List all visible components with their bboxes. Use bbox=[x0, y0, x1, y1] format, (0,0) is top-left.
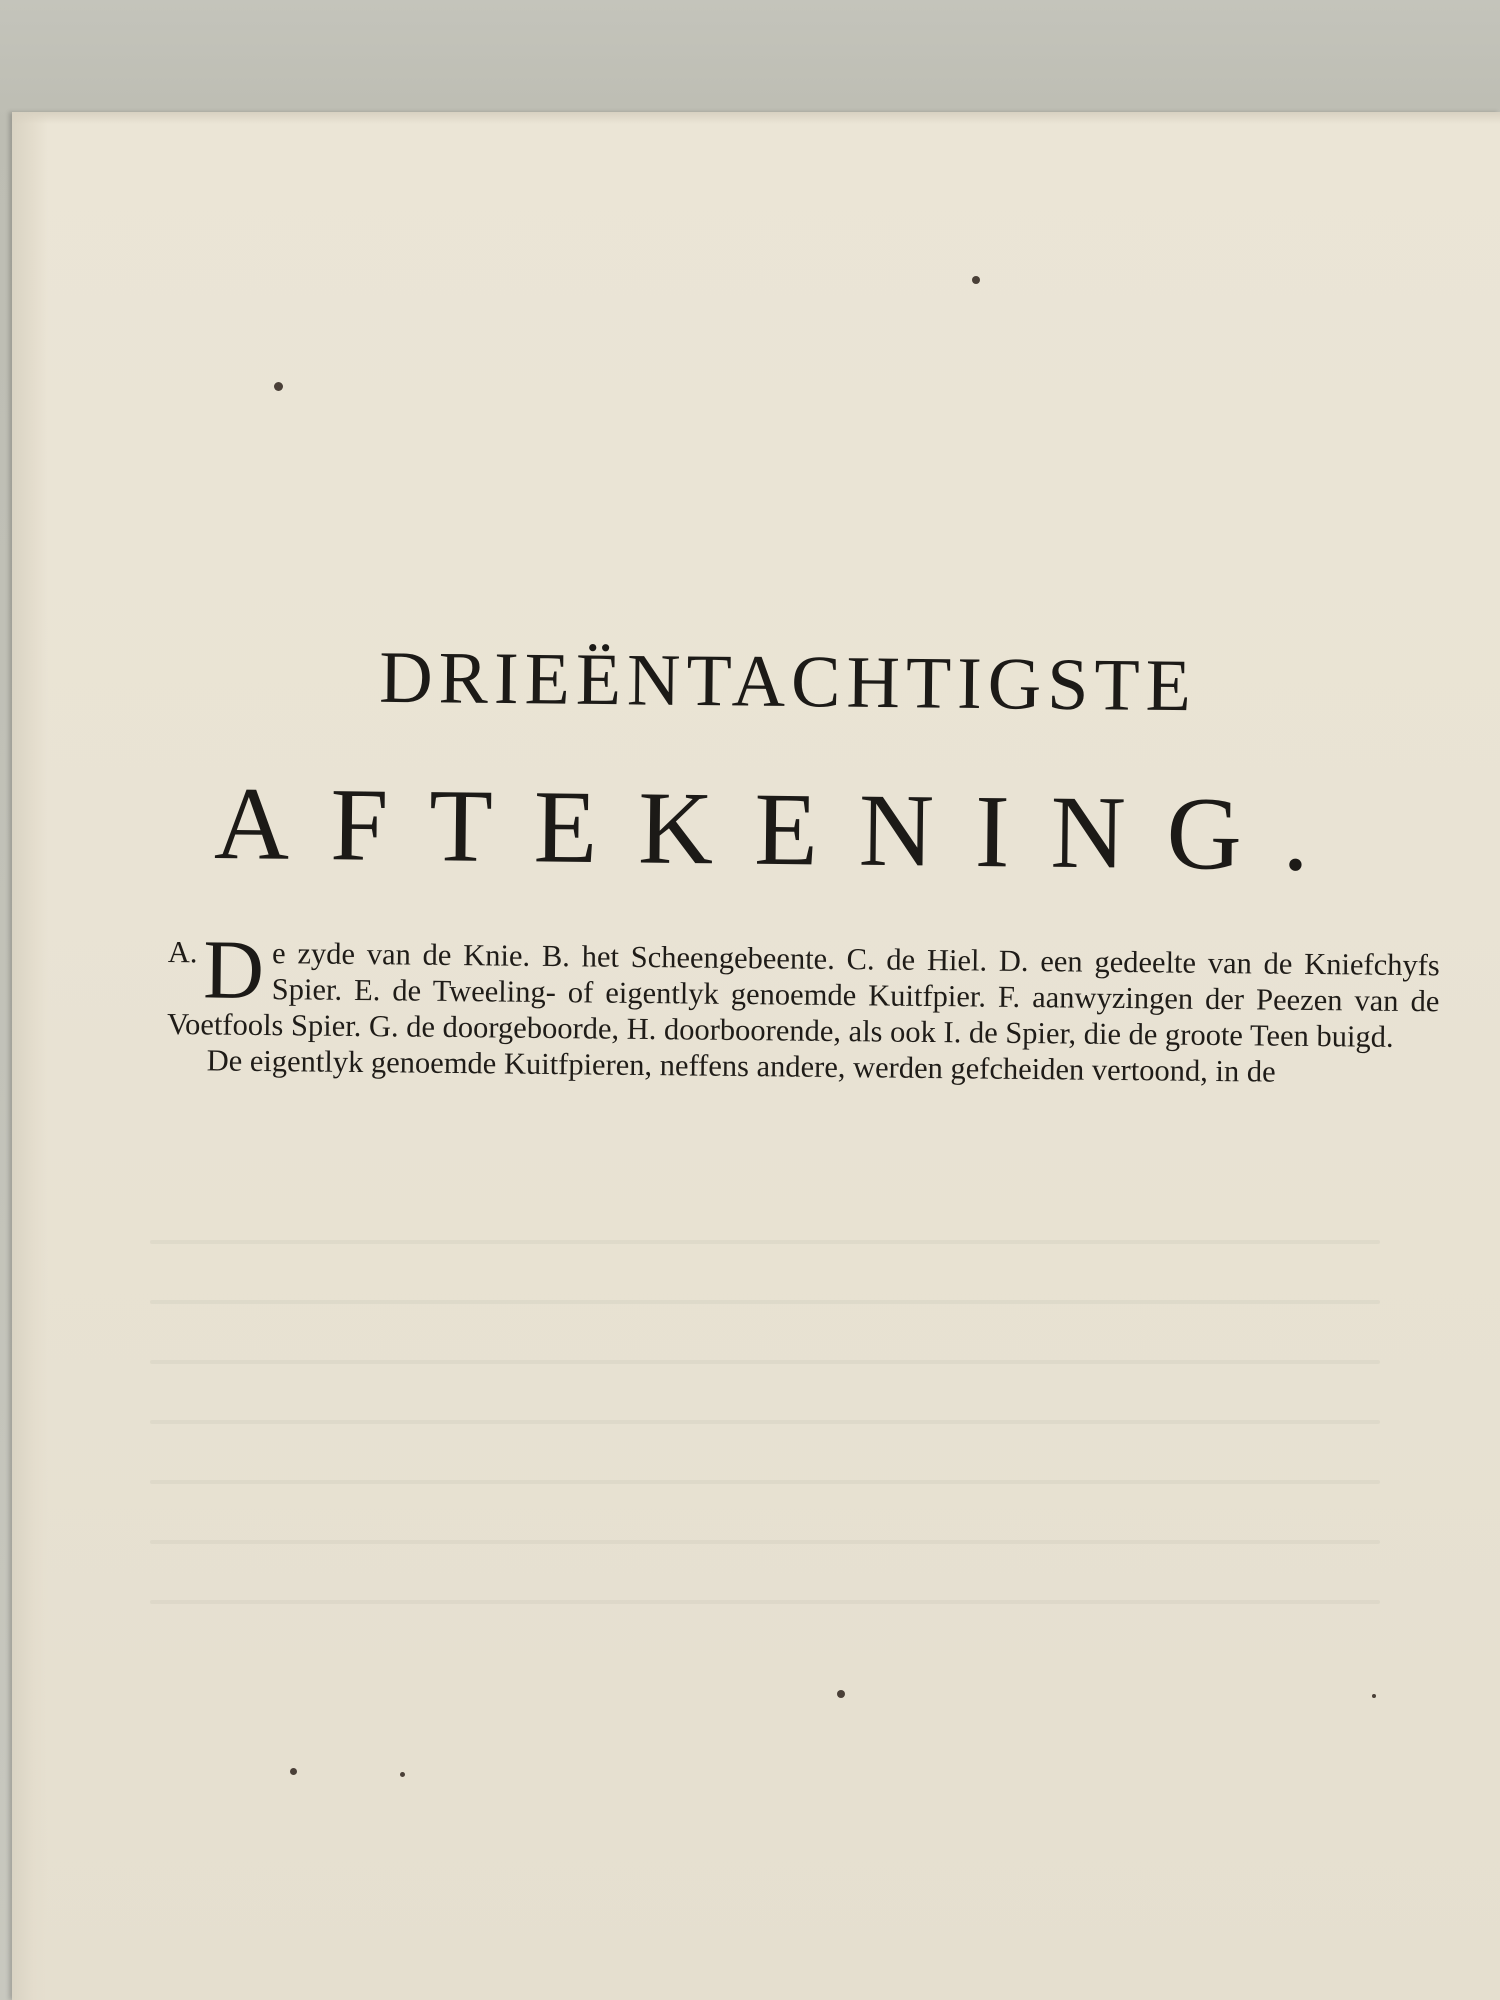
show-through-line bbox=[150, 1480, 1380, 1484]
heading-line-2: AFTEKENING. bbox=[213, 766, 1351, 893]
figure-legend bbox=[166, 923, 1440, 1055]
show-through-line bbox=[150, 1240, 1380, 1244]
foxing-spot bbox=[837, 1690, 845, 1698]
show-through-line bbox=[150, 1600, 1380, 1604]
page-left-edge bbox=[12, 112, 48, 2000]
show-through-line bbox=[150, 1540, 1380, 1544]
show-through-line bbox=[150, 1300, 1380, 1304]
foxing-spot bbox=[274, 382, 283, 391]
page-top-edge bbox=[12, 112, 1500, 124]
foxing-spot bbox=[1372, 1694, 1376, 1698]
legend-text: e zyde van de Knie. B. het Scheengebeente. C. de Hiel. D. een gedeelte van de Kniefchyfs Spier. E. de Tweeling- of eigentlyk genoemde Kuitfpier. F. aanwyzingen der Peezen van de Voetfools Spier. G. de doorgeboorde, H. doorboorende, als ook I. de Spier, die de groote Teen buigd. bbox=[166, 936, 1440, 1054]
drop-cap: D bbox=[202, 923, 265, 1018]
body-text bbox=[166, 923, 1440, 1091]
heading-line-1: DRIEËNTACHTIGSTE bbox=[378, 636, 1198, 728]
foxing-spot bbox=[972, 276, 980, 284]
note-text: De eigentlyk genoemde Kuitfpieren, neffens andere, werden gefcheiden vertoond, in de bbox=[206, 1043, 1276, 1089]
legend-label: A. bbox=[167, 934, 198, 970]
show-through-line bbox=[150, 1360, 1380, 1364]
foxing-spot bbox=[400, 1772, 405, 1777]
show-through-line bbox=[150, 1420, 1380, 1424]
foxing-spot bbox=[290, 1768, 297, 1775]
